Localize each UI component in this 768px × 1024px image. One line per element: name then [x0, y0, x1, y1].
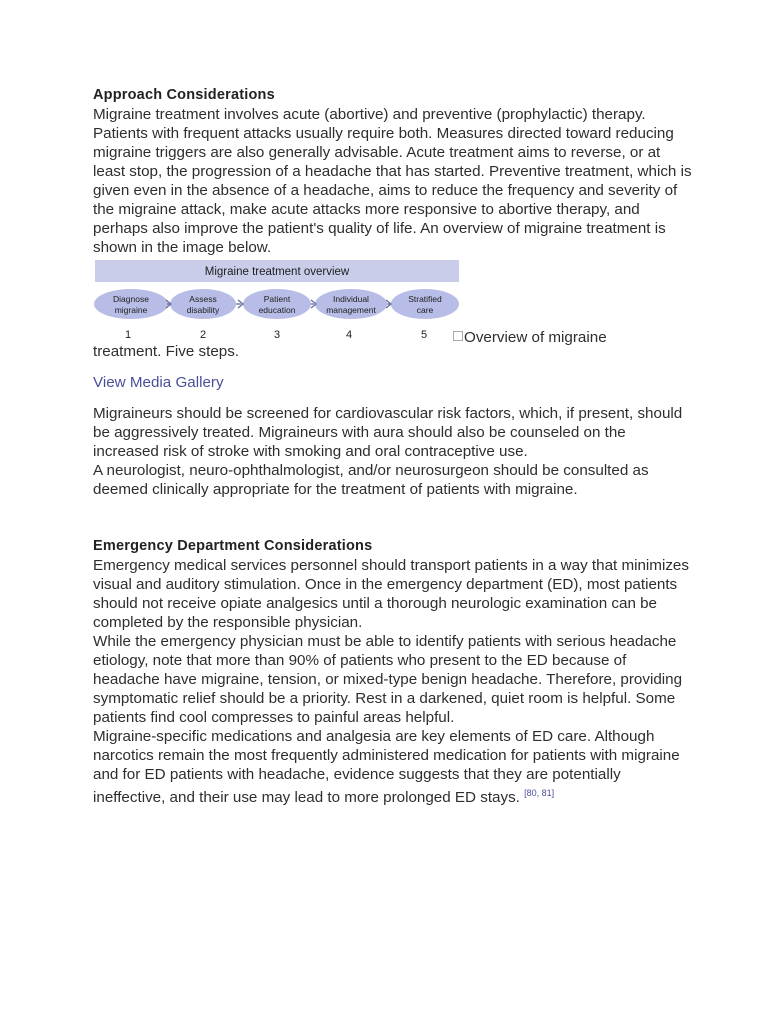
paragraph-ems-transport: Emergency medical services personnel should transport patients in a way that minimizes visual and auditory stimulation. Once in the emergency department (ED), most patients should not receive opiate analgesics until a thorough neurologic examination can be completed by the responsible physician.: [93, 557, 689, 631]
step-number: 4: [345, 329, 353, 341]
step-number: 2: [199, 329, 207, 341]
broken-image-icon: [453, 331, 463, 341]
step-label-line1: Stratified: [408, 294, 442, 304]
figure-row: [93, 260, 693, 346]
step-label-line2: disability: [186, 305, 220, 315]
figure-caption-continued: treatment. Five steps.: [93, 343, 240, 360]
figure-caption-part1: Overview of migraine: [464, 329, 607, 346]
paragraph-group-risk: [93, 404, 693, 499]
article-body: [93, 86, 693, 807]
paragraph-headache-etiology: While the emergency physician must be able to identify patients with serious headache etiology, note that more than 90% of patients who present to the ED because of headache have migraine, tension, or mixed-type benign headache. Therefore, providing symptomatic relief should be a priority. Rest in a darkened, quiet room is helpful. Some patients find cool compresses to painful areas helpful.: [93, 633, 683, 726]
step-4: [315, 289, 387, 341]
step-label-line1: Assess: [189, 294, 217, 304]
step-label-line1: Individual: [333, 294, 369, 304]
view-media-gallery-link[interactable]: View Media Gallery: [93, 374, 224, 391]
step-label-line2: migraine: [114, 305, 148, 315]
paragraph-approach-intro: Migraine treatment involves acute (abortive) and preventive (prophylactic) therapy. Patients with frequent attacks usually require both. Measures directed toward reducing migraine triggers are also generally advisable. Acute treatment aims to reverse, or at least stop, the progression of a headache that has started. Preventive treatment, which is given even in the absence of a headache, aims to reduce the frequency and severity of the migraine attack, make acute attacks more responsive to abortive therapy, and perhaps also improve the patient's quality of life. An overview of migraine treatment is shown in the image below.: [93, 106, 692, 256]
step-1: [94, 289, 168, 341]
step-label-line2: management: [326, 305, 376, 315]
step-2: [170, 289, 236, 341]
figure-caption: [453, 328, 607, 347]
section-emergency: [93, 537, 693, 807]
section-heading-approach: Approach Considerations: [93, 87, 275, 103]
section-heading-emergency: Emergency Department Considerations: [93, 538, 373, 554]
step-number: 1: [124, 329, 132, 341]
step-5: [391, 289, 459, 341]
paragraph-ed-care-text: Migraine-specific medications and analgesia are key elements of ED care. Although narcotics remain the most frequently administered medication for patients with migraine and for ED patients with headache, evidence suggests that they are potentially ineffective, and their use may lead to more prolonged ED stays.: [93, 728, 680, 807]
paragraph-consultation: A neurologist, neuro-ophthalmologist, and/or neurosurgeon should be consulted as deemed clinically appropriate for the treatment of patients with migraine.: [93, 462, 649, 498]
migraine-treatment-overview-figure[interactable]: [93, 260, 461, 342]
citation-link[interactable]: [80, 81]: [524, 788, 555, 798]
step-label-line1: Patient: [263, 294, 291, 304]
step-number: 5: [420, 329, 428, 341]
step-label-line1: Diagnose: [113, 294, 149, 304]
step-3: [243, 289, 311, 341]
paragraph-ed-care: [93, 727, 693, 807]
step-number: 3: [273, 329, 281, 341]
step-label-line2: care: [416, 305, 434, 315]
figure-title: Migraine treatment overview: [204, 266, 350, 278]
step-label-line2: education: [258, 305, 296, 315]
paragraph-cardiovascular-risk: Migraineurs should be screened for cardiovascular risk factors, which, if present, should be aggressively treated. Migraineurs with aura should also be counseled on the increased risk of stroke with smoking and oral contraceptive use.: [93, 405, 683, 460]
